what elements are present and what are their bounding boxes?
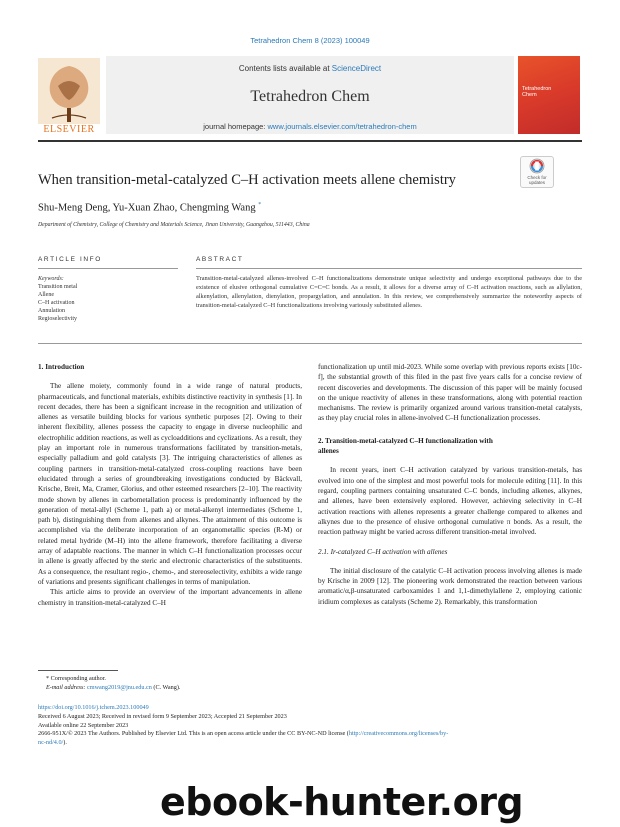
license-prefix: 2666-951X/© 2023 The Authors. Published by Elsevier Ltd. This is an open access article under the CC BY-NC-ND license ( <box>38 730 349 738</box>
keyword-item: Annulation <box>38 308 65 314</box>
section-2-1-heading: 2.1. Ir-catalyzed C–H activation with allenes <box>318 548 448 557</box>
abstract-text: Transition-metal-catalyzed allenes-involved C–H functionalizations demonstrate unique selectivity and undergo exceptional pathways due to the existence of elusive orthogonal cumulative C=C=C bonds. As a result, it allows for a diverse array of C–H activation reactions, such as allylation, alkenylation, allenylation, dienylation, propargylation, and annulation. In this review, we comprehensively summarize the noteworthy aspects of transition-metal-catalyzed C–H functionalizations involving variously substituted allenes. <box>196 275 582 309</box>
section-2-1-paragraph: The initial disclosure of the catalytic C–H activation process involving allenes is made by Krische in 2009 [12]. The pioneering work demonstrated the reaction between various aromatic/α,β-unsaturated carboxamides 1 and 1,1-dimethylallene 2, employing cationic iridium complexes as catalysts (Scheme 2). Remarkably, this transformation <box>318 566 582 606</box>
license-link-part-1[interactable]: http://creativecommons.org/licenses/by- <box>348 730 449 738</box>
right-paragraph-1: functionalization up until mid-2023. While some overlap with previous reports exists [10c-f], the substantial growth of this filed in the past five years calls for a concise review of recent discoveries and developments. The discussion of this paper will be mainly focused on the unique reactivity of allenes in these transformations, along with potential reaction mechanisms. The review is primarily organized around various transition-metal catalysts, as they play crucial roles in allene-involved C–H functionalization processes. <box>318 363 582 423</box>
email-link[interactable]: cmwang2019@jnu.edu.cn <box>87 684 152 691</box>
elsevier-wordmark: ELSEVIER <box>43 124 95 135</box>
section-2-heading-line-1: 2. Transition-metal-catalyzed C–H functionalization with <box>318 436 493 445</box>
abstract-heading: ABSTRACT <box>196 256 244 263</box>
author-names: Shu-Meng Deng, Yu-Xuan Zhao, Chengming Wang <box>38 202 256 214</box>
keyword-item: C–H activation <box>38 300 75 306</box>
received-dates: Received 6 August 2023; Received in revised form 9 September 2023; Accepted 21 September 2023 <box>38 712 287 720</box>
journal-name: Tetrahedron Chem <box>250 88 370 105</box>
crossmark-label-line-2: updates <box>528 180 545 185</box>
journal-reference[interactable]: Tetrahedron Chem 8 (2023) 100049 <box>250 36 370 45</box>
keyword-item: Allene <box>38 292 54 298</box>
contents-prefix: Contents lists available at <box>238 64 332 73</box>
keyword-item: Transition metal <box>38 284 78 290</box>
abstract-bottom-rule <box>38 343 582 344</box>
intro-paragraph-1: The allene moiety, commonly found in a wide range of natural products, pharmaceuticals, and functional materials, exhibits distinctive reactivity in synthesis [1]. In recent decades, there has been a significant increase in the recognition and utilization of allenes as versatile building blocks for various synthetic purposes [2]. Owing to their inherent flexibility, allenes possess the capacity to engage in diverse nucleophilic and electrophilic addition reactions, as well as cycloadditions and cyclizations. As a result, they play an important role in numerous transformations facilitated by transition-metals, especially palladium and gold catalysts [3]. The intriguing characteristics of allenes as coupling partners in transition-metal-catalyzed cross-coupling reactions have been elucidated through a series of groundbreaking investigations conducted by Bäckvall, Krische, Breit, Ma, Cramer, Glorius, and other esteemed researchers [2–10]. The reactivity mode shown by allenes in carbometallation process is predominantly influenced by the generation of metal-allyl (Scheme 1, path a) or metal-alkenyl intermediates (Scheme 1, path b), distinguishing them from alkenes and alkynes. The attainment of this outcome is accomplished via the deliberate incorporation of an organometallic species (R-M) or related metal hydride (M–H) into the allene framework, therefore facilitating a diverse array of adaptable reactions. The manner in which C–H functionalization processes occur in allene is greatly affected by the steric and electronic characteristics of the substituents. As a consequence, the resultant regio-, chemo-, and stereoselectivity, exhibits a wide range of variations and presents significant challenges in terms of manipulation. <box>38 382 302 586</box>
article-info-heading: ARTICLE INFO <box>38 256 102 263</box>
section-1-heading: 1. Introduction <box>38 363 85 371</box>
license-suffix: ). <box>63 739 67 747</box>
abstract-rule <box>196 268 582 269</box>
sciencedirect-link[interactable]: ScienceDirect <box>331 64 382 73</box>
article-info-rule <box>38 268 178 269</box>
crossmark-icon <box>521 157 553 175</box>
cover-title-line-2: Chem <box>522 92 537 98</box>
elsevier-tree-logo <box>38 58 100 132</box>
check-for-updates-label <box>520 175 554 185</box>
right-column <box>318 362 582 607</box>
email-line <box>46 683 346 692</box>
license-link-part-2[interactable]: nc-nd/4.0/ <box>38 739 64 747</box>
corresponding-author-mark[interactable]: * <box>258 202 262 208</box>
publication-footer <box>38 704 582 748</box>
affiliation: Department of Chemistry, College of Chemistry and Materials Science, Jinan University, Guangzhou, 511443, China <box>38 222 310 228</box>
doi-link[interactable]: https://doi.org/10.1016/j.tchem.2023.100049 <box>38 704 149 711</box>
footnote-block <box>46 674 346 692</box>
footnote-rule <box>38 670 118 671</box>
email-label: E-mail address: <box>46 684 88 691</box>
homepage-line <box>106 122 514 131</box>
crossmark-label-line-1: Check for <box>527 175 547 180</box>
corresponding-author-note: * Corresponding author. <box>46 675 106 682</box>
author-list <box>38 202 261 214</box>
section-2-heading-line-2: allenes <box>318 447 339 456</box>
available-online: Available online 22 September 2023 <box>38 721 129 729</box>
keywords-block <box>38 275 178 323</box>
keyword-item: Regioselectivity <box>38 316 77 322</box>
email-suffix: (C. Wang). <box>151 684 181 691</box>
intro-paragraph-2: This article aims to provide an overview of the important advancements in allene chemistry in transition-metal-catalyzed C–H <box>38 588 302 607</box>
license-line <box>38 730 582 739</box>
watermark-text: ebook-hunter.org <box>160 780 524 824</box>
license-line-2 <box>38 739 582 748</box>
homepage-prefix: journal homepage: <box>203 122 268 131</box>
header-divider <box>38 140 582 142</box>
homepage-link[interactable]: www.journals.elsevier.com/tetrahedron-chem <box>267 122 417 131</box>
contents-line <box>106 64 514 73</box>
journal-cover-title <box>522 86 578 98</box>
keywords-label: Keywords: <box>38 276 64 282</box>
left-column <box>38 362 302 608</box>
article-title: When transition-metal-catalyzed C–H activation meets allene chemistry <box>38 172 456 188</box>
cover-title-line-1: Tetrahedron <box>522 86 552 92</box>
section-2-paragraph: In recent years, inert C–H activation catalyzed by various transition-metals, has evolved into one of the simplest and most powerful tools for molecule editing [11]. In this regard, coupling partners containing unsaturated C–C bonds, including alkenes, alkynes, and allenes, have been extensively explored. However, achieving selectivity in C–H activation reactions with allenes represents a greater challenge compared to alkenes and alkynes due to the presence of elusive orthogonal cumulative π bonds. As a result, the reaction pathway might be varied across different transition-metal involved. <box>318 466 582 537</box>
